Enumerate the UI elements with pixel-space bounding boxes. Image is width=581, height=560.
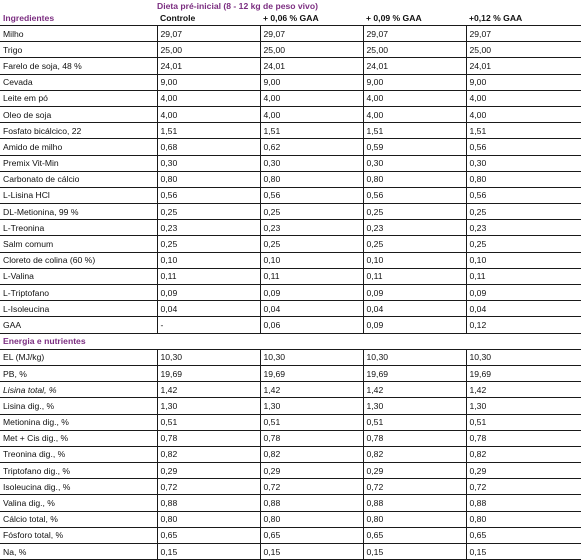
row-label: L-Valina [0, 268, 157, 284]
table-row [0, 26, 581, 42]
value-cell: 0,80 [260, 171, 363, 187]
row-label: Triptofano dig., % [0, 463, 157, 479]
table-row [0, 187, 581, 203]
value-cell: 4,00 [466, 106, 581, 122]
value-cell: 0,78 [260, 430, 363, 446]
table-row [0, 398, 581, 414]
row-label: Leite em pó [0, 90, 157, 106]
value-cell: 0,80 [157, 511, 260, 527]
value-cell: 0,23 [260, 220, 363, 236]
row-label: L-Lisina HCl [0, 187, 157, 203]
table-row [0, 463, 581, 479]
value-cell: 0,56 [260, 187, 363, 203]
table-row [0, 171, 581, 187]
row-label: Treonina dig., % [0, 446, 157, 462]
table-row [0, 414, 581, 430]
value-cell: 4,00 [363, 106, 466, 122]
table-row [0, 220, 581, 236]
value-cell: 0,68 [157, 139, 260, 155]
header-gaa-009: + 0,09 % GAA [363, 11, 466, 26]
row-label: L-Isoleucina [0, 301, 157, 317]
value-cell: 0,80 [157, 171, 260, 187]
value-cell: 0,82 [466, 446, 581, 462]
value-cell: 0,12 [466, 317, 581, 333]
table-row [0, 301, 581, 317]
value-cell: 0,62 [260, 139, 363, 155]
table-row [0, 430, 581, 446]
value-cell: 0,82 [363, 446, 466, 462]
table-title-text: Dieta pré-inicial (8 - 12 kg de peso vivo) [157, 0, 318, 11]
value-cell: 0,88 [466, 495, 581, 511]
value-cell: 25,00 [260, 42, 363, 58]
value-cell: 0,72 [260, 479, 363, 495]
section-row [0, 333, 581, 349]
table-row [0, 285, 581, 301]
row-label: GAA [0, 317, 157, 333]
value-cell: 24,01 [466, 58, 581, 74]
table-row [0, 511, 581, 527]
row-label: Metionina dig., % [0, 414, 157, 430]
row-label: Fosfato bicálcico, 22 [0, 123, 157, 139]
value-cell: 0,29 [157, 463, 260, 479]
value-cell: 0,65 [260, 527, 363, 543]
value-cell: 0,56 [466, 139, 581, 155]
value-cell: 0,78 [466, 430, 581, 446]
value-cell: 0,10 [157, 252, 260, 268]
table-row [0, 479, 581, 495]
header-row [0, 11, 581, 26]
value-cell: 10,30 [260, 349, 363, 365]
value-cell: 0,25 [363, 204, 466, 220]
table-row [0, 236, 581, 252]
table-row [0, 365, 581, 381]
row-label: Lisina dig., % [0, 398, 157, 414]
value-cell: 0,80 [363, 171, 466, 187]
table-row [0, 317, 581, 333]
row-label: Oleo de soja [0, 106, 157, 122]
value-cell: 0,11 [466, 268, 581, 284]
row-label: Trigo [0, 42, 157, 58]
value-cell: 25,00 [466, 42, 581, 58]
value-cell: 0,56 [466, 187, 581, 203]
row-label: Amido de milho [0, 139, 157, 155]
table-row [0, 382, 581, 398]
value-cell: 0,78 [363, 430, 466, 446]
value-cell: - [157, 317, 260, 333]
value-cell: 0,23 [157, 220, 260, 236]
table-row [0, 106, 581, 122]
value-cell: 0,04 [466, 301, 581, 317]
value-cell: 0,09 [260, 285, 363, 301]
value-cell: 9,00 [466, 74, 581, 90]
value-cell: 1,51 [466, 123, 581, 139]
value-cell: 0,51 [157, 414, 260, 430]
row-label: Cálcio total, % [0, 511, 157, 527]
value-cell: 0,10 [260, 252, 363, 268]
row-label: Na, % [0, 544, 157, 560]
row-label: Met + Cis dig., % [0, 430, 157, 446]
value-cell: 1,30 [157, 398, 260, 414]
section-title: Energia e nutrientes [0, 333, 581, 349]
value-cell: 0,04 [363, 301, 466, 317]
value-cell: 4,00 [157, 90, 260, 106]
table-row [0, 74, 581, 90]
table-row [0, 495, 581, 511]
value-cell: 0,09 [466, 285, 581, 301]
value-cell: 0,30 [157, 155, 260, 171]
row-label: L-Treonina [0, 220, 157, 236]
value-cell: 0,88 [260, 495, 363, 511]
value-cell: 0,30 [466, 155, 581, 171]
value-cell: 0,15 [260, 544, 363, 560]
row-label: Fósforo total, % [0, 527, 157, 543]
row-label: DL-Metionina, 99 % [0, 204, 157, 220]
value-cell: 29,07 [157, 26, 260, 42]
header-gaa-012: +0,12 % GAA [466, 11, 581, 26]
row-label: Milho [0, 26, 157, 42]
value-cell: 0,82 [260, 446, 363, 462]
value-cell: 0,25 [466, 204, 581, 220]
value-cell: 10,30 [157, 349, 260, 365]
value-cell: 1,42 [363, 382, 466, 398]
value-cell: 19,69 [466, 365, 581, 381]
value-cell: 0,82 [157, 446, 260, 462]
value-cell: 0,25 [260, 236, 363, 252]
value-cell: 0,72 [466, 479, 581, 495]
value-cell: 0,25 [260, 204, 363, 220]
value-cell: 4,00 [260, 90, 363, 106]
value-cell: 0,30 [363, 155, 466, 171]
row-label: Cevada [0, 74, 157, 90]
row-label: Isoleucina dig., % [0, 479, 157, 495]
table-row [0, 42, 581, 58]
value-cell: 0,09 [363, 317, 466, 333]
value-cell: 0,11 [157, 268, 260, 284]
value-cell: 0,65 [466, 527, 581, 543]
value-cell: 0,59 [363, 139, 466, 155]
row-label: Valina dig., % [0, 495, 157, 511]
value-cell: 19,69 [157, 365, 260, 381]
value-cell: 9,00 [260, 74, 363, 90]
value-cell: 0,09 [157, 285, 260, 301]
value-cell: 19,69 [363, 365, 466, 381]
value-cell: 0,88 [363, 495, 466, 511]
value-cell: 0,25 [157, 204, 260, 220]
header-gaa-006: + 0,06 % GAA [260, 11, 363, 26]
value-cell: 1,51 [260, 123, 363, 139]
header-ingredients: Ingredientes [0, 11, 157, 26]
row-label: Premix Vit-Min [0, 155, 157, 171]
value-cell: 0,80 [260, 511, 363, 527]
value-cell: 9,00 [363, 74, 466, 90]
table-row [0, 544, 581, 560]
row-label: Cloreto de colina (60 %) [0, 252, 157, 268]
value-cell: 0,25 [157, 236, 260, 252]
value-cell: 24,01 [260, 58, 363, 74]
row-label: Salm comum [0, 236, 157, 252]
value-cell: 1,51 [363, 123, 466, 139]
header-controle: Controle [157, 11, 260, 26]
value-cell: 0,29 [363, 463, 466, 479]
value-cell: 29,07 [466, 26, 581, 42]
value-cell: 0,15 [157, 544, 260, 560]
value-cell: 0,04 [260, 301, 363, 317]
value-cell: 0,65 [363, 527, 466, 543]
value-cell: 0,09 [363, 285, 466, 301]
value-cell: 0,04 [157, 301, 260, 317]
value-cell: 4,00 [363, 90, 466, 106]
value-cell: 0,72 [157, 479, 260, 495]
table-title-row [0, 0, 581, 11]
value-cell: 0,65 [157, 527, 260, 543]
value-cell: 1,30 [260, 398, 363, 414]
table-row [0, 252, 581, 268]
value-cell: 25,00 [363, 42, 466, 58]
value-cell: 24,01 [363, 58, 466, 74]
value-cell: 0,23 [466, 220, 581, 236]
value-cell: 0,25 [466, 236, 581, 252]
row-label: PB, % [0, 365, 157, 381]
table-row [0, 204, 581, 220]
value-cell: 0,06 [260, 317, 363, 333]
row-label: EL (MJ/kg) [0, 349, 157, 365]
value-cell: 0,11 [363, 268, 466, 284]
value-cell: 0,15 [466, 544, 581, 560]
value-cell: 0,78 [157, 430, 260, 446]
value-cell: 29,07 [260, 26, 363, 42]
table-title [157, 0, 581, 11]
row-label: Lisina total, % [0, 382, 157, 398]
value-cell: 0,80 [363, 511, 466, 527]
value-cell: 4,00 [157, 106, 260, 122]
value-cell: 1,51 [157, 123, 260, 139]
value-cell: 0,56 [157, 187, 260, 203]
value-cell: 19,69 [260, 365, 363, 381]
value-cell: 1,30 [466, 398, 581, 414]
value-cell: 0,88 [157, 495, 260, 511]
row-label: L-Triptofano [0, 285, 157, 301]
value-cell: 0,23 [363, 220, 466, 236]
value-cell: 1,42 [157, 382, 260, 398]
table-row [0, 446, 581, 462]
value-cell: 1,30 [363, 398, 466, 414]
value-cell: 1,42 [466, 382, 581, 398]
value-cell: 1,42 [260, 382, 363, 398]
value-cell: 0,10 [466, 252, 581, 268]
table-row [0, 139, 581, 155]
table-row [0, 349, 581, 365]
value-cell: 4,00 [260, 106, 363, 122]
value-cell: 0,25 [363, 236, 466, 252]
value-cell: 9,00 [157, 74, 260, 90]
table-row [0, 90, 581, 106]
value-cell: 25,00 [157, 42, 260, 58]
value-cell: 10,30 [363, 349, 466, 365]
value-cell: 0,80 [466, 171, 581, 187]
table-row [0, 155, 581, 171]
value-cell: 10,30 [466, 349, 581, 365]
value-cell: 0,29 [466, 463, 581, 479]
value-cell: 4,00 [466, 90, 581, 106]
value-cell: 0,15 [363, 544, 466, 560]
value-cell: 0,72 [363, 479, 466, 495]
value-cell: 0,51 [363, 414, 466, 430]
value-cell: 0,10 [363, 252, 466, 268]
value-cell: 29,07 [363, 26, 466, 42]
value-cell: 24,01 [157, 58, 260, 74]
value-cell: 0,29 [260, 463, 363, 479]
value-cell: 0,51 [260, 414, 363, 430]
value-cell: 0,30 [260, 155, 363, 171]
table-row [0, 58, 581, 74]
value-cell: 0,56 [363, 187, 466, 203]
value-cell: 0,80 [466, 511, 581, 527]
table-row [0, 268, 581, 284]
table-row [0, 527, 581, 543]
table-row [0, 123, 581, 139]
row-label: Farelo de soja, 48 % [0, 58, 157, 74]
row-label: Carbonato de cálcio [0, 171, 157, 187]
value-cell: 0,51 [466, 414, 581, 430]
value-cell: 0,11 [260, 268, 363, 284]
